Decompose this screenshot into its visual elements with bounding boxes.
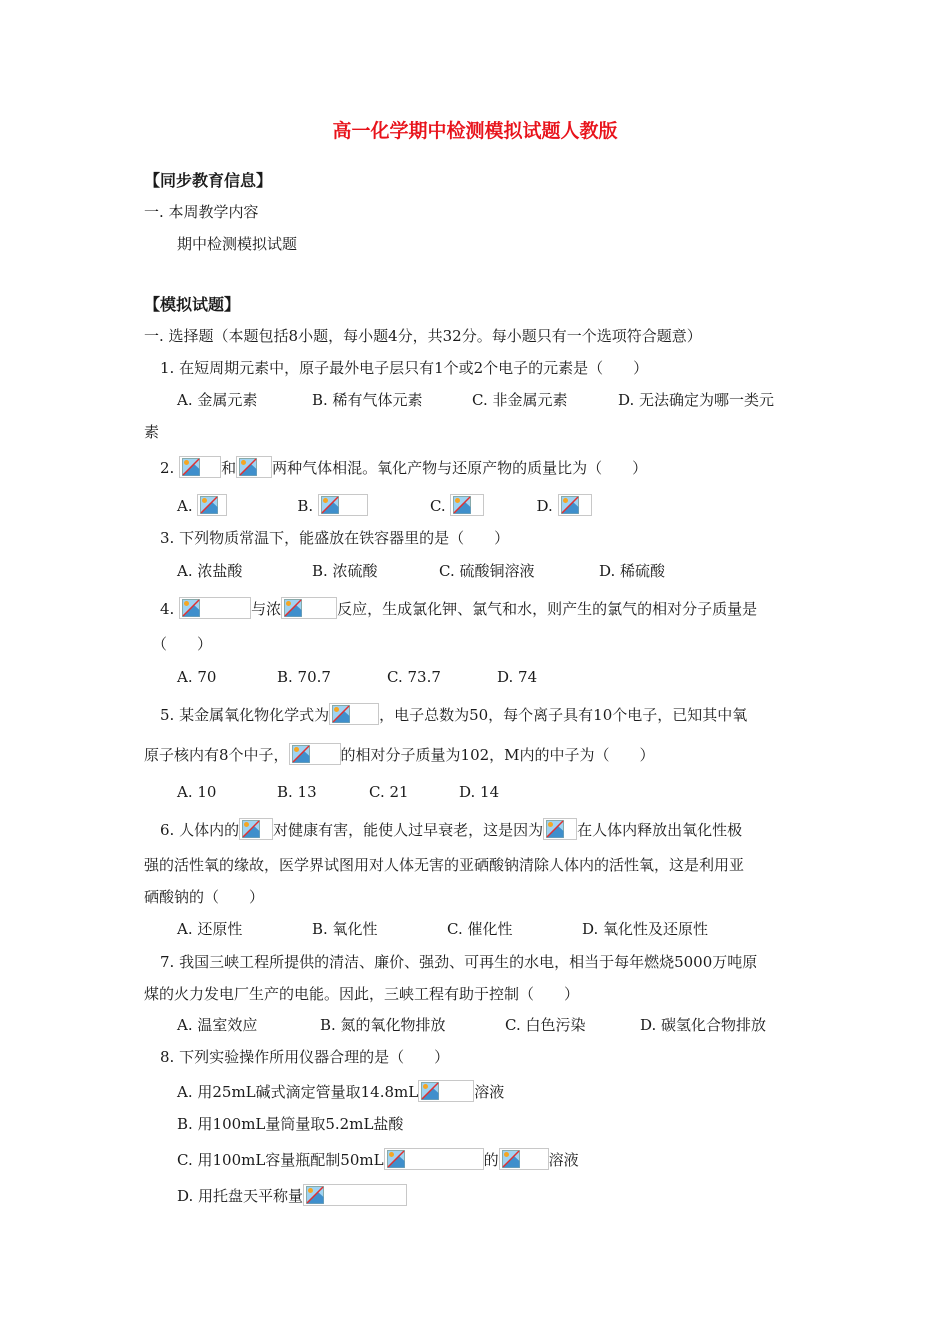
option-b: B. 70.7	[277, 668, 331, 686]
question-5-line-2-pre: 原子核内有8个中子，	[144, 746, 289, 764]
option-c: C. 硫酸铜溶液	[439, 562, 535, 580]
part1-instructions: 一. 选择题（本题包括8小题，每小题4分，共32分。每小题只有一个选项符合题意）	[144, 327, 702, 345]
option-c: C. 73.7	[387, 668, 441, 686]
image-placeholder-icon	[561, 496, 579, 514]
option-a: A. 10	[177, 783, 217, 801]
question-8-option-a	[177, 1080, 504, 1102]
question-3-stem: 3. 下列物质常温下，能盛放在铁容器里的是（ ）	[160, 529, 510, 547]
question-number: 2.	[160, 459, 175, 477]
image-placeholder-icon	[292, 745, 310, 763]
image-placeholder-icon	[182, 599, 200, 617]
question-5-options	[177, 782, 499, 802]
formula-image	[281, 597, 337, 619]
formula-image	[236, 456, 272, 478]
image-placeholder-icon	[332, 705, 350, 723]
formula-image	[450, 494, 484, 516]
option-d: D. 14	[459, 783, 500, 801]
question-5-line-2	[144, 743, 655, 765]
formula-image	[329, 703, 379, 725]
image-placeholder-icon	[284, 599, 302, 617]
question-6-line-1	[160, 818, 742, 840]
formula-image	[289, 743, 341, 765]
option-c: C. 催化性	[447, 920, 513, 938]
question-4-with: 与浓	[251, 600, 282, 618]
option-b: B. 13	[277, 783, 317, 801]
image-placeholder-icon	[239, 458, 257, 476]
question-6-mid: 对健康有害，能使人过早衰老，这是因为	[273, 821, 544, 839]
section-heading-mock: 【模拟试题】	[144, 295, 241, 314]
formula-image	[179, 597, 251, 619]
option-a: A. 浓盐酸	[177, 562, 243, 580]
image-placeholder-icon	[306, 1186, 324, 1204]
question-6-line-2: 强的活性氧的缘故，医学界试图用对人体无害的亚硒酸钠清除人体内的活性氧，这是利用亚	[144, 856, 745, 874]
week-content-detail: 期中检测模拟试题	[177, 235, 298, 253]
question-4-stem	[160, 597, 757, 619]
option-b: B.	[297, 497, 314, 515]
option-d-pre: D. 用托盘天平称量	[177, 1187, 304, 1205]
option-b: B. 氮的氧化物排放	[320, 1016, 446, 1034]
option-d: D. 74	[497, 668, 538, 686]
formula-image	[179, 456, 221, 478]
option-a: A. 金属元素	[177, 391, 258, 409]
question-6-options	[177, 919, 708, 939]
question-5-line-2-post: 的相对分子质量为102，M内的中子为（ ）	[340, 746, 655, 764]
option-c-mid: 的	[483, 1151, 499, 1169]
formula-image	[239, 818, 273, 840]
option-b: B. 氧化性	[312, 920, 378, 938]
question-5-line-1	[160, 703, 747, 725]
image-placeholder-icon	[200, 496, 218, 514]
formula-image	[303, 1184, 407, 1206]
question-1-stem: 1. 在短周期元素中，原子最外电子层只有1个或2个电子的元素是（ ）	[160, 359, 649, 377]
option-a-pre: A. 用25mL碱式滴定管量取14.8mL	[177, 1083, 419, 1101]
option-c-post: 溶液	[548, 1151, 579, 1169]
question-4-options	[177, 667, 537, 687]
formula-image	[197, 494, 227, 516]
option-d: D. 氧化性及还原性	[582, 920, 709, 938]
image-placeholder-icon	[321, 496, 339, 514]
question-8-stem: 8. 下列实验操作所用仪器合理的是（ ）	[160, 1048, 450, 1066]
option-a: A.	[177, 497, 193, 515]
question-7-options	[177, 1015, 766, 1035]
question-4-paren: （ ）	[152, 635, 213, 653]
question-number: 4.	[160, 600, 175, 618]
question-6-post: 在人体内释放出氧化性极	[577, 821, 743, 839]
option-c: C. 白色污染	[505, 1016, 586, 1034]
question-8-option-b: B. 用100mL量筒量取5.2mL盐酸	[177, 1115, 404, 1133]
option-b: B. 浓硫酸	[312, 562, 378, 580]
formula-image	[384, 1148, 484, 1170]
option-c: C. 非金属元素	[472, 391, 568, 409]
question-1-option-d-continued: 素	[144, 423, 160, 441]
option-c-pre: C. 用100mL容量瓶配制50mL	[177, 1151, 384, 1169]
question-3-options	[177, 561, 665, 581]
question-8-option-c	[177, 1148, 579, 1170]
image-placeholder-icon	[546, 820, 564, 838]
option-a-post: 溶液	[474, 1083, 505, 1101]
image-placeholder-icon	[182, 458, 200, 476]
question-4-rest: 反应，生成氯化钾、氯气和水，则产生的氯气的相对分子质量是	[337, 600, 758, 618]
question-2-and: 和	[221, 459, 237, 477]
option-d: D.	[536, 497, 553, 515]
question-2-stem	[160, 456, 647, 478]
option-c: C. 21	[369, 783, 409, 801]
formula-image	[543, 818, 577, 840]
question-6-line-3: 硒酸钠的（ ）	[144, 888, 265, 906]
formula-image	[558, 494, 592, 516]
question-2-rest: 两种气体相混。氧化产物与还原产物的质量比为（ ）	[272, 459, 648, 477]
option-d: D. 碳氢化合物排放	[640, 1016, 767, 1034]
option-a: A. 还原性	[177, 920, 243, 938]
question-1-options	[177, 390, 774, 410]
image-placeholder-icon	[387, 1150, 405, 1168]
formula-image	[418, 1080, 474, 1102]
option-c: C.	[429, 497, 446, 515]
page-title: 高一化学期中检测模拟试题人教版	[332, 120, 618, 142]
question-8-option-d	[177, 1184, 407, 1206]
option-a: A. 70	[177, 668, 217, 686]
image-placeholder-icon	[421, 1082, 439, 1100]
image-placeholder-icon	[453, 496, 471, 514]
question-5-pre: 5. 某金属氧化物化学式为	[160, 706, 330, 724]
option-d: D. 无法确定为哪一类元	[618, 391, 775, 409]
option-b: B. 稀有气体元素	[312, 391, 423, 409]
formula-image	[499, 1148, 549, 1170]
question-2-options	[177, 494, 592, 516]
formula-image	[318, 494, 368, 516]
question-6-pre: 6. 人体内的	[160, 821, 240, 839]
option-a: A. 温室效应	[177, 1016, 258, 1034]
option-d: D. 稀硫酸	[599, 562, 666, 580]
image-placeholder-icon	[242, 820, 260, 838]
image-placeholder-icon	[502, 1150, 520, 1168]
section-heading-info: 【同步教育信息】	[144, 171, 273, 190]
question-7-line-1: 7. 我国三峡工程所提供的清洁、廉价、强劲、可再生的水电，相当于每年燃烧5000万吨原	[160, 953, 758, 971]
question-7-line-2: 煤的火力发电厂生产的电能。因此，三峡工程有助于控制（ ）	[144, 985, 580, 1003]
question-5-post: ，电子总数为50，每个离子具有10个电子，已知其中氧	[379, 706, 748, 724]
week-content-label: 一. 本周教学内容	[144, 203, 259, 221]
